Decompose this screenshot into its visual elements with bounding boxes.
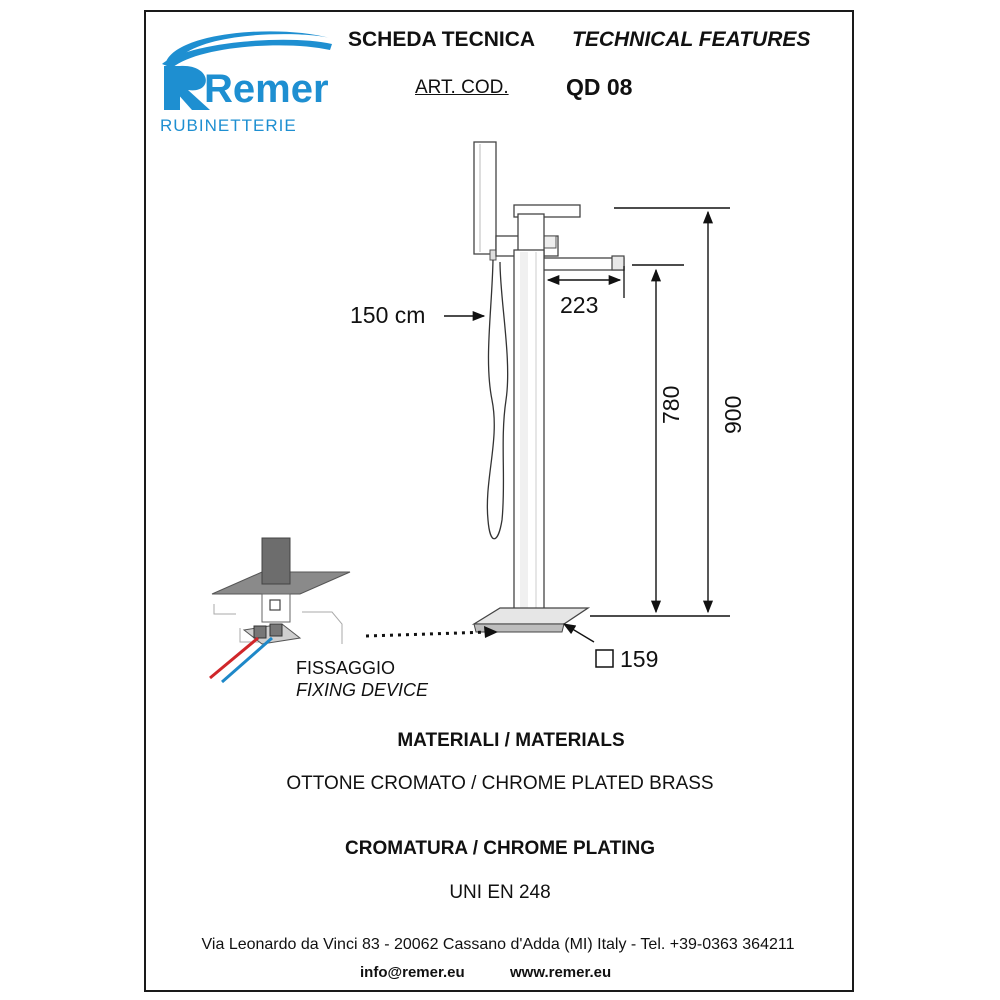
footer-address: Via Leonardo da Vinci 83 - 20062 Cassano d'Adda (MI) Italy - Tel. +39-0363 364211 xyxy=(201,936,795,953)
hose-length-label: 150 cm xyxy=(350,302,426,328)
hand-shower xyxy=(474,142,496,260)
footer-email[interactable]: info@remer.eu xyxy=(360,964,465,981)
total-height-label: 900 xyxy=(720,395,746,434)
spout-height-dimension xyxy=(632,265,684,612)
fixing-label-italian: FISSAGGIO xyxy=(296,658,396,678)
plating-heading: CROMATURA / CHROME PLATING xyxy=(345,838,655,859)
logo-wordmark: Remer xyxy=(204,67,329,111)
art-code-value: QD 08 xyxy=(566,74,633,100)
spout-height-label: 780 xyxy=(658,385,684,424)
column xyxy=(514,250,544,612)
fixing-label-english: FIXING DEVICE xyxy=(296,680,429,700)
title-italian: SCHEDA TECNICA xyxy=(348,28,536,51)
logo-subtitle: RUBINETTERIE xyxy=(160,116,297,135)
footer-website[interactable]: www.remer.eu xyxy=(510,964,612,981)
base-pointer-arrow xyxy=(564,624,594,642)
square-section-icon xyxy=(596,650,613,667)
fixing-dotted-arrow xyxy=(366,632,490,636)
materials-heading: MATERIALI / MATERIALS xyxy=(397,730,625,751)
materials-value: OTTONE CROMATO / CHROME PLATED BRASS xyxy=(286,773,714,794)
spout-reach-label: 223 xyxy=(560,292,599,318)
title-english: TECHNICAL FEATURES xyxy=(572,28,811,51)
art-code-label: ART. COD. xyxy=(415,77,509,98)
spout xyxy=(532,256,624,270)
base-size-label: 159 xyxy=(620,646,659,672)
plating-value: UNI EN 248 xyxy=(449,882,551,903)
shower-hose xyxy=(487,260,507,539)
